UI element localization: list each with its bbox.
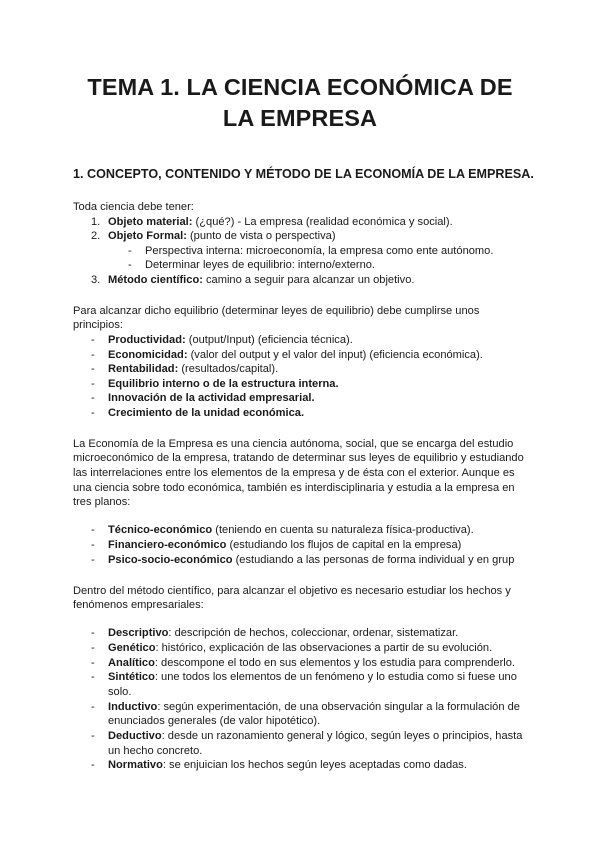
list-item [108,539,461,552]
list-item [108,701,520,714]
intro-text: Toda ciencia debe tener: [73,201,194,213]
list-item-text: (estudiando a las personas de forma individual y en grup [232,554,515,566]
list-item [108,230,336,243]
paragraph-line: principios: [73,319,123,331]
list-item [108,642,492,655]
bullet: - [91,349,95,361]
list-item [108,378,339,391]
list-item-text: : según experimentación, de una observación singular a la formulación de [157,701,520,713]
list-item-term: Sintético [108,671,155,683]
list-item-text: : une todos los elementos de un fenómeno y lo estudia como si fuese uno [154,671,517,683]
list-item-text: camino a seguir para alcanzar un objetivo. [202,274,415,286]
list-number: 2. [91,230,101,242]
paragraph-line: Dentro del método científico, para alcanzar el objetivo es necesario estudiar los hechos y [73,585,511,597]
list-item-term: Inductivo [108,701,158,713]
list-item-term: Objeto material: [108,216,193,228]
list-item [108,349,483,362]
sub-bullet: - [128,245,132,257]
list-item-term: Genético [108,642,156,654]
paragraph-line: La Economía de la Empresa es una ciencia autónoma, social, que se encarga del estudio [73,438,514,450]
list-item-text: : se enjuician los hechos según leyes aceptadas como dadas. [162,759,467,771]
list-item-text: (punto de vista o perspectiva) [186,230,336,242]
list-item [108,554,514,567]
list-item [108,216,453,229]
list-item [108,392,315,405]
bullet: - [91,378,95,390]
list-item [108,407,304,420]
bullet: - [91,671,95,683]
list-item [108,657,515,670]
list-item-continuation: enunciados generales (de valor hipotético). [108,715,321,727]
list-item-text: : histórico, explicación de las observaciones a partir de su evolución. [155,642,493,654]
list-number: 1. [91,216,101,228]
sub-list-item: Determinar leyes de equilibrio: interno/externo. [145,259,376,271]
bullet: - [91,759,95,771]
list-item-text: (estudiando los flujos de capital en la empresa) [226,539,462,551]
title-line-2: LA EMPRESA [222,105,378,131]
section-heading: 1. CONCEPTO, CONTENIDO Y MÉTODO DE LA ECONOMÍA DE LA EMPRESA. [73,167,534,181]
bullet: - [91,642,95,654]
list-number: 3. [91,274,101,286]
list-item-term: Equilibrio interno o de la estructura interna. [108,378,339,390]
title-line-1: TEMA 1. LA CIENCIA ECONÓMICA DE [87,74,513,100]
list-item-continuation: un hecho concreto. [108,745,203,757]
list-item-term: Rentabilidad: [108,363,179,375]
bullet: - [91,363,95,375]
list-item-term: Economicidad: [108,349,188,361]
list-item-term: Psico-socio-económico [108,554,233,566]
list-item [108,671,517,684]
list-item [108,730,522,743]
page-title [40,72,560,134]
list-item-text: (teniendo en cuenta su naturaleza física-productiva). [212,524,474,536]
list-item-term: Productividad: [108,334,186,346]
list-item-text: : desde un razonamiento general y lógico, según leyes o principios, hasta [161,730,523,742]
paragraph-line: una ciencia sobre todo económica, también es interdisciplinaria y estudia a la empresa en [73,482,515,494]
bullet: - [91,554,95,566]
bullet: - [91,539,95,551]
paragraph-line: las interrelaciones entre los elementos de la empresa y de ésta con el exterior. Aunque es [73,467,515,479]
list-item-text: : descripción de hechos, coleccionar, ordenar, sistematizar. [168,627,459,639]
bullet: - [91,701,95,713]
sub-list-item: Perspectiva interna: microeconomía, la empresa como ente autónomo. [145,245,494,257]
list-item-text: (valor del output y el valor del input) (eficiencia económica). [187,349,483,361]
bullet: - [91,730,95,742]
list-item-term: Objeto Formal: [108,230,187,242]
bullet: - [91,627,95,639]
bullet: - [91,334,95,346]
list-item-term: Técnico-económico [108,524,213,536]
list-item-text: (¿qué?) - La empresa (realidad económica y social). [192,216,453,228]
list-item [108,274,414,287]
list-item-continuation: solo. [108,686,132,698]
list-item [108,524,474,537]
list-item [108,627,458,640]
paragraph-line: microeconómico de la empresa, tratando de determinar sus leyes de equilibrio y estudiando [73,452,524,464]
list-item-term: Analítico [108,657,155,669]
paragraph-line: tres planos: [73,496,131,508]
list-item-text: (resultados/capital). [178,363,279,375]
list-item-term: Normativo [108,759,163,771]
bullet: - [91,392,95,404]
list-item-text: : descompone el todo en sus elementos y los estudia para comprenderlo. [154,657,515,669]
bullet: - [91,657,95,669]
list-item-term: Innovación de la actividad empresarial. [108,392,315,404]
bullet: - [91,524,95,536]
bullet: - [91,407,95,419]
list-item [108,334,353,347]
list-item-term: Financiero-económico [108,539,227,551]
list-item-text: (output/Input) (eficiencia técnica). [185,334,353,346]
list-item-term: Crecimiento de la unidad económica. [108,407,305,419]
list-item-term: Método científico: [108,274,203,286]
list-item [108,759,467,772]
list-item-term: Deductivo [108,730,162,742]
paragraph-line: Para alcanzar dicho equilibrio (determinar leyes de equilibrio) debe cumplirse unos [73,305,480,317]
list-item [108,363,278,376]
sub-bullet: - [128,259,132,271]
list-item-term: Descriptivo [108,627,169,639]
paragraph-line: fenómenos empresariales: [73,599,204,611]
